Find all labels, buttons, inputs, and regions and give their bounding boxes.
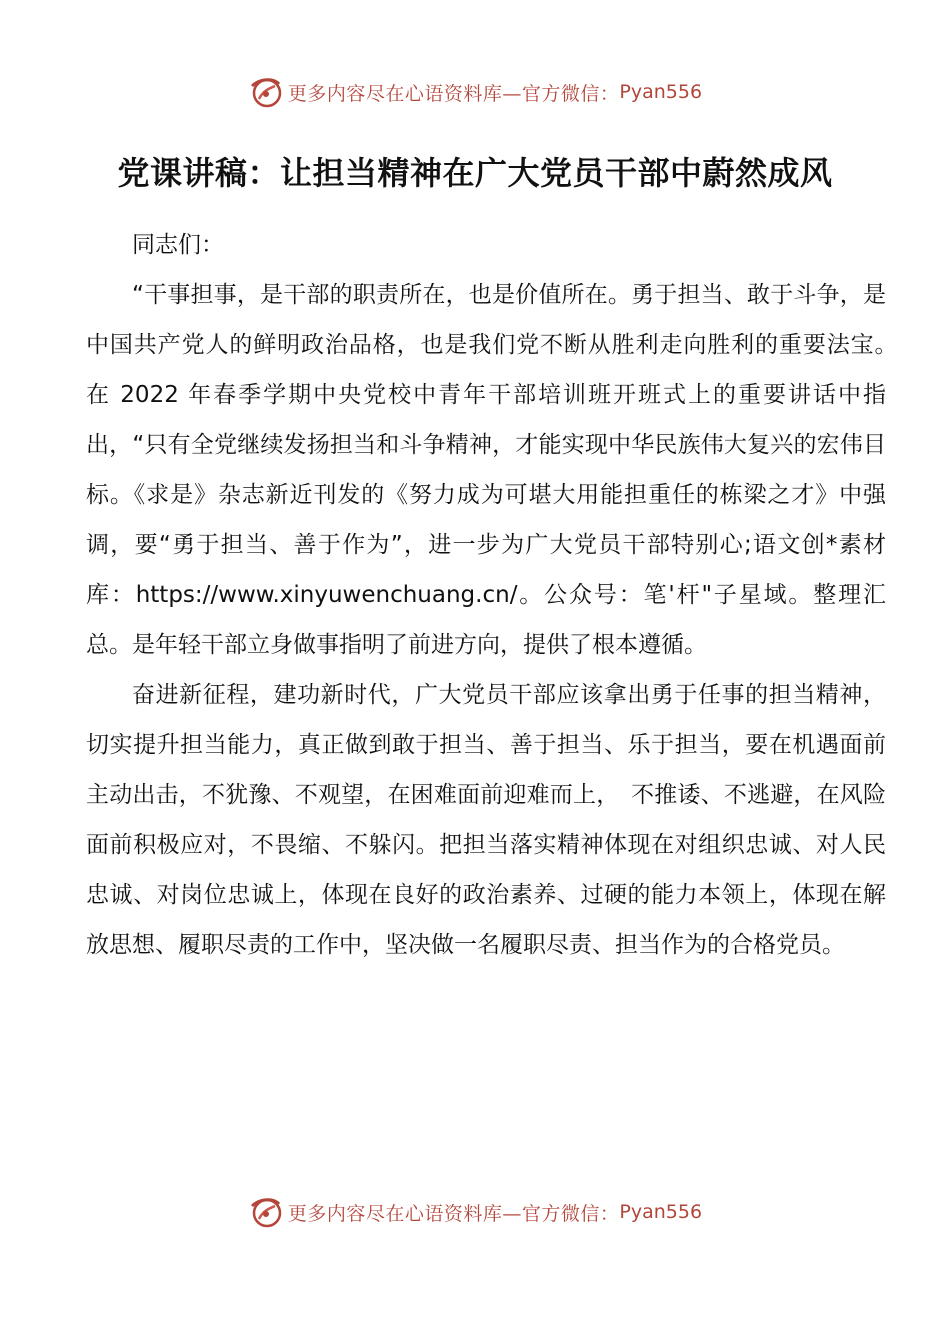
salutation: 同志们： bbox=[132, 232, 224, 258]
footer-banner bbox=[0, 1192, 950, 1232]
header-wechat-id: Pyan556 bbox=[619, 81, 703, 103]
brand-logo-icon bbox=[248, 1194, 284, 1230]
footer-wechat-id: Pyan556 bbox=[619, 1201, 703, 1223]
footer-banner-text: 更多内容尽在心语资料库—官方微信： bbox=[287, 1202, 620, 1225]
body-paragraph-1: “干事担事，是干部的职责所在，也是价值所在。勇于担当、敢于斗争，是中国共产党人的鲜明政治品格，也是我们党不断从胜利走向胜利的重要法宝。 在 2022 年春季学期中央党校中青年干部培训班开班式上的重要讲话中指出，“只有全党继续发扬担当和斗争精神，才能实现中华民族伟大复兴的宏伟目标。《求是》杂志新近刊发的《努力成为可堪大用能担重任的栋梁之才》中强调，要“勇于担当、善于作为”，进一步为广大党员干部特别心;语文创*素材库：https://www.xinyuwenchuang.cn/。公众号：笔'杆"子星域。整理汇总。是年轻干部立身做事指明了前进方向，提供了根本遵循。 bbox=[86, 282, 909, 658]
document-title: 党课讲稿：让担当精神在广大党员干部中蔚然成风 bbox=[117, 154, 833, 192]
header-banner-text: 更多内容尽在心语资料库—官方微信： bbox=[287, 82, 620, 105]
document-body bbox=[86, 220, 909, 970]
header-banner bbox=[0, 72, 950, 112]
body-paragraph-2: 奋进新征程，建功新时代，广大党员干部应该拿出勇于任事的担当精神，切实提升担当能力，真正做到敢于担当、善于担当、乐于担当，要在机遇面前主动出击，不犹豫、不观望，在困难面前迎难而上， 不推诿、不逃避，在风险面前积极应对，不畏缩、不躲闪。把担当落实精神体现在对组织忠诚、对人民忠诚、对岗位忠诚上，体现在良好的政治素养、过硬的能力本领上，体现在解放思想、履职尽责的工作中，坚决做一名履职尽责、担当作为的合格党员。 bbox=[86, 682, 886, 958]
brand-logo-icon bbox=[248, 74, 284, 110]
